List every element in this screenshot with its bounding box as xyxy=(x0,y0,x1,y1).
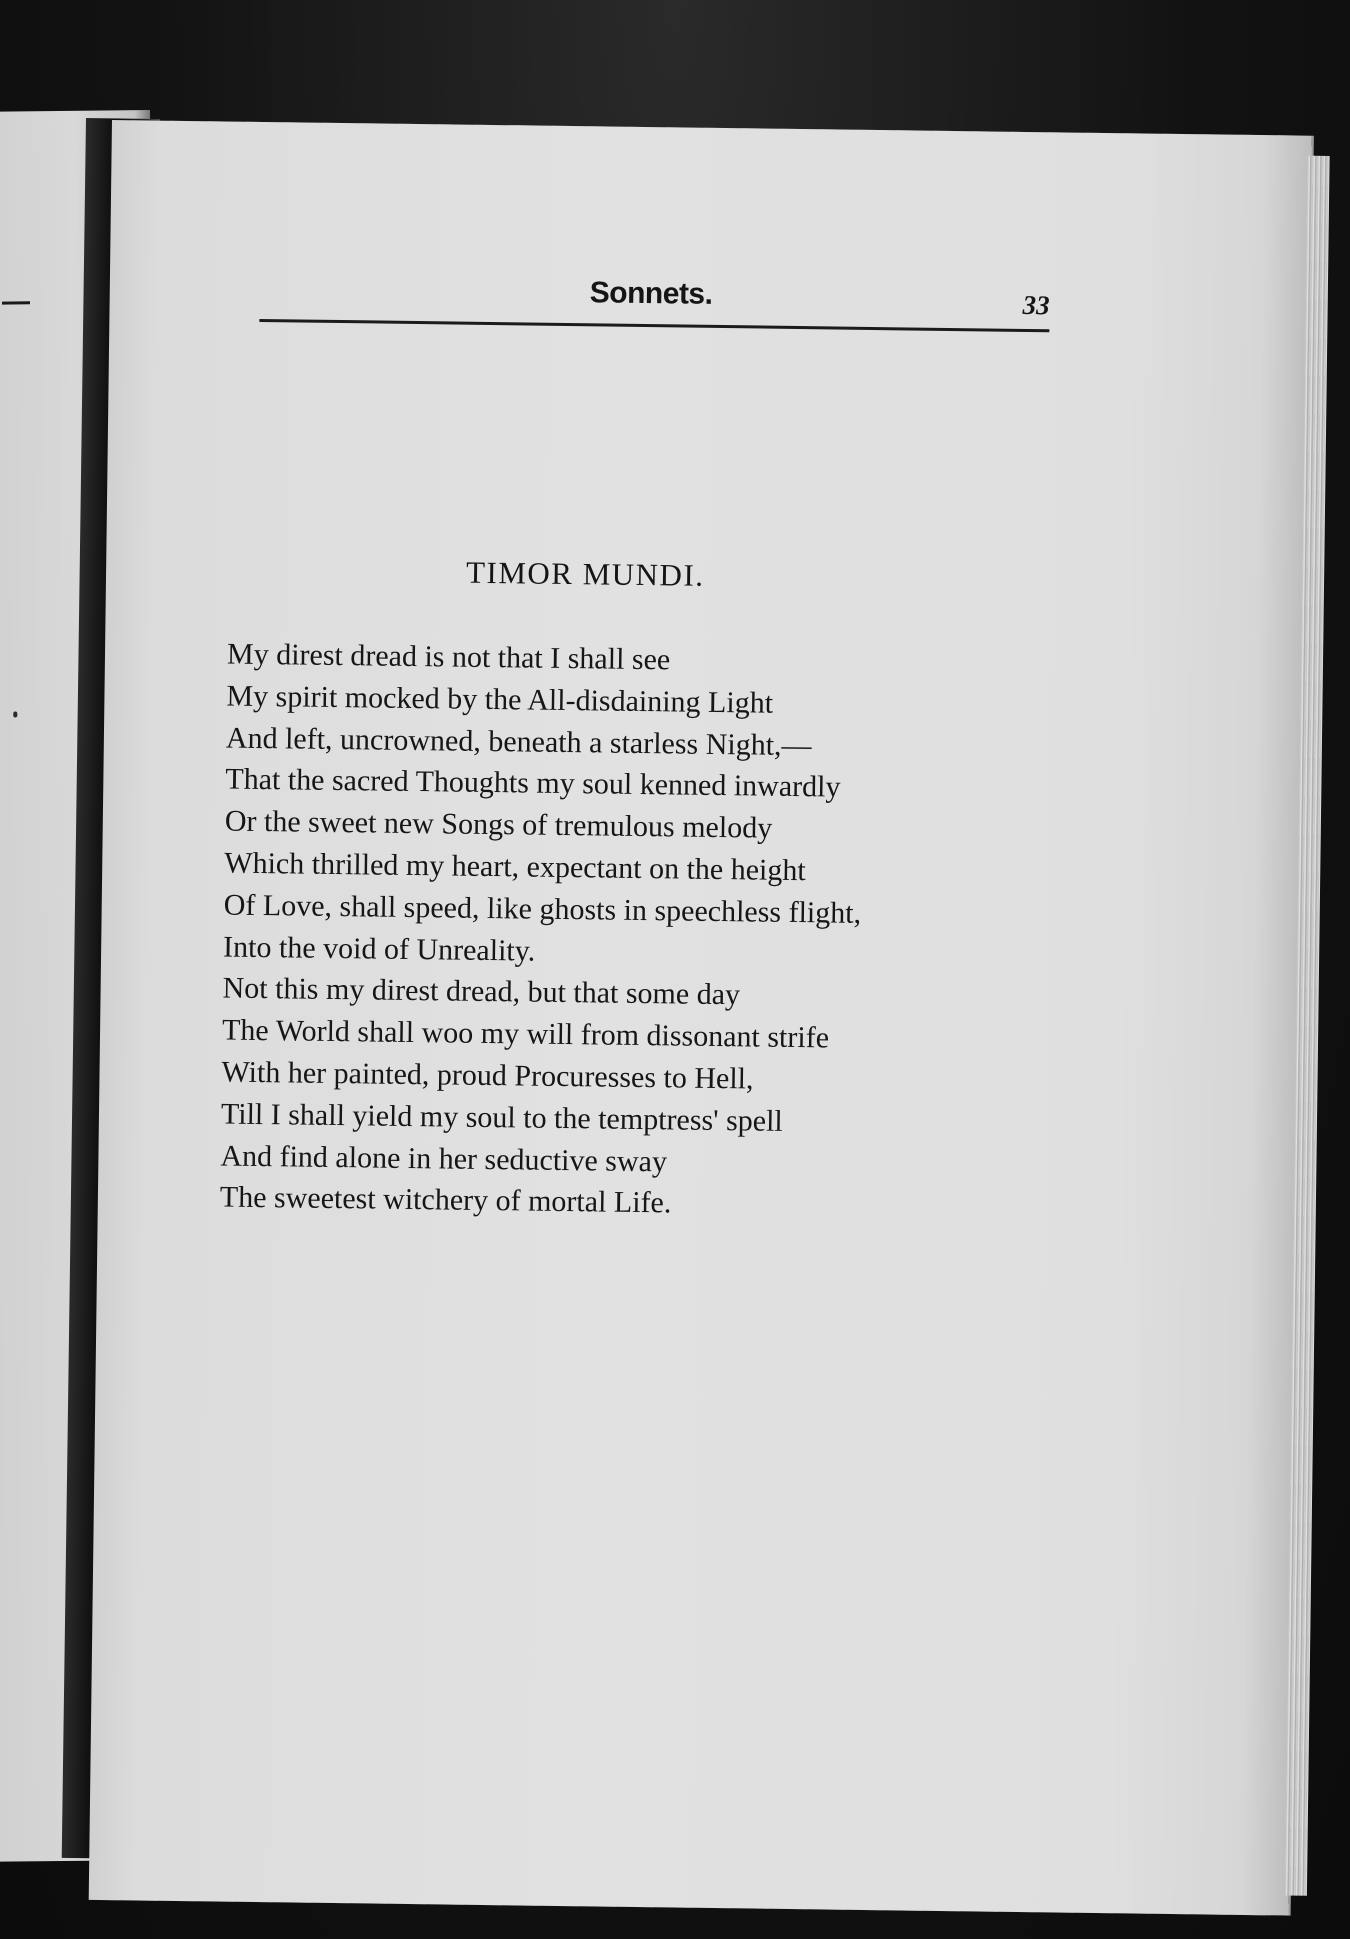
left-page-rule xyxy=(2,301,30,304)
poem-line: Not this my direst dread, but that some day xyxy=(222,971,741,1012)
running-title: Sonnets. xyxy=(589,276,713,311)
page-content xyxy=(89,120,1312,1916)
poem-line: Of Love, shall speed, like ghosts in speechless flight, xyxy=(223,888,862,930)
page-number: 33 xyxy=(1022,289,1050,321)
poem-line: And left, uncrowned, beneath a starless Night,— xyxy=(225,721,812,762)
poem-line: Into the void of Unreality. xyxy=(222,930,536,968)
poem-line: And find alone in her seductive sway xyxy=(220,1139,668,1178)
left-page-mark xyxy=(13,711,17,717)
poem-line: My spirit mocked by the All-disdaining Light xyxy=(226,679,774,720)
poem-line: Till I shall yield my soul to the temptress' spell xyxy=(220,1097,783,1138)
poem-line: That the sacred Thoughts my soul kenned inwardly xyxy=(225,762,841,804)
poem-line: My direst dread is not that I shall see xyxy=(226,637,671,677)
poem-body xyxy=(220,634,1048,1230)
poem-line: Which thrilled my heart, expectant on the height xyxy=(224,846,806,888)
poem-title: TIMOR MUNDI. xyxy=(465,554,705,593)
poem-line: The sweetest witchery of mortal Life. xyxy=(219,1180,672,1220)
running-head xyxy=(259,272,1050,332)
right-page xyxy=(89,120,1312,1916)
poem-line: With her painted, proud Procuresses to Hell, xyxy=(221,1055,754,1096)
header-rule xyxy=(259,319,1049,332)
poem-line: Or the sweet new Songs of tremulous melody xyxy=(224,804,773,845)
poem-line: The World shall woo my will from dissonant strife xyxy=(221,1013,830,1055)
